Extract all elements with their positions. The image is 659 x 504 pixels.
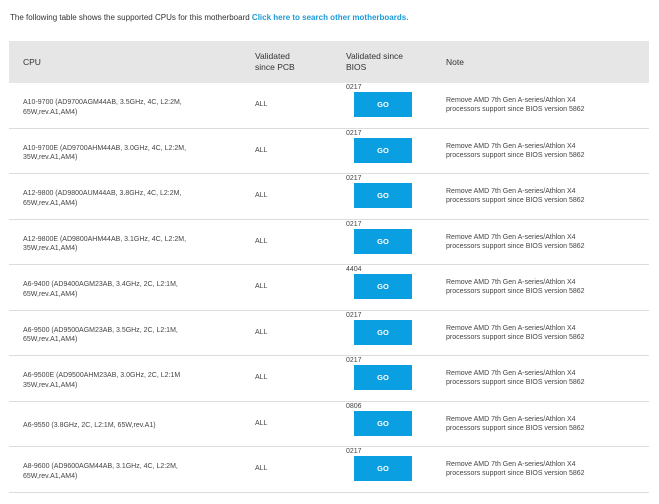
pcb-cell: ALL — [255, 146, 268, 154]
bios-version: 0217 — [346, 448, 362, 455]
note-line2: processors support since BIOS version 5862 — [446, 242, 585, 250]
cpu-cell — [23, 462, 233, 481]
bios-version: 0217 — [346, 311, 362, 319]
pcb-cell: ALL — [255, 101, 268, 108]
note-cell — [446, 415, 636, 433]
header-bios-line1: Validated since — [346, 51, 404, 61]
cpu-line2: 35W,rev.A1,AM4) — [23, 245, 78, 252]
cpu-cell — [23, 280, 233, 299]
cpu-cell — [23, 371, 233, 390]
bios-version: 0217 — [346, 84, 362, 91]
note-line1: Remove AMD 7th Gen A-series/Athlon X4 — [446, 370, 576, 377]
bios-version: 0217 — [346, 129, 362, 137]
cpu-line2: 35W,rev.A1,AM4) — [23, 381, 78, 389]
header-cpu: CPU — [23, 57, 41, 67]
table-header — [9, 41, 649, 83]
note-line2: processors support since BIOS version 5862 — [446, 379, 585, 386]
intro-text — [10, 13, 408, 22]
note-line2: processors support since BIOS version 5862 — [446, 470, 585, 477]
bios-version: 0217 — [346, 357, 362, 364]
table-row — [9, 174, 649, 220]
cpu-line1: A6-9400 (AD9400AGM23AB, 3.4GHz, 2C, L2:1M, — [23, 281, 178, 288]
go-button[interactable]: GO — [354, 365, 412, 390]
header-validated-pcb — [255, 51, 325, 73]
table-row — [9, 265, 649, 311]
intro-sentence: The following table shows the supported CPUs for this motherboard — [10, 13, 250, 22]
cpu-line2: 65W,rev.A1,AM4) — [23, 472, 78, 480]
cpu-cell — [23, 421, 233, 431]
note-line1: Remove AMD 7th Gen A-series/Athlon X4 — [446, 461, 576, 468]
table-body — [9, 83, 649, 493]
bios-version: 0217 — [346, 220, 362, 228]
cpu-line1: A8-9600 (AD9600AGM44AB, 3.1GHz, 4C, L2:2M, — [23, 463, 178, 470]
cpu-line2: 65W,rev.A1,AM4) — [23, 290, 78, 298]
cpu-cell — [23, 144, 233, 163]
table-row — [9, 129, 649, 175]
cpu-line1: A10-9700 (AD9700AGM44AB, 3.5GHz, 4C, L2:2M, — [23, 99, 182, 106]
cpu-cell — [23, 189, 233, 208]
cpu-line1: A6-9500 (AD9500AGM23AB, 3.5GHz, 2C, L2:1M, — [23, 326, 178, 334]
cpu-cell — [23, 235, 233, 254]
cpu-support-table — [9, 41, 649, 493]
header-note: Note — [446, 57, 464, 67]
note-line2: processors support since BIOS version 5862 — [446, 288, 585, 295]
cpu-cell — [23, 98, 233, 117]
note-line2: processors support since BIOS version 5862 — [446, 333, 585, 341]
go-button[interactable]: GO — [354, 411, 412, 436]
header-validated-bios — [346, 51, 426, 73]
note-cell — [446, 278, 636, 296]
table-row — [9, 83, 649, 129]
table-row — [9, 402, 649, 448]
table-row — [9, 220, 649, 266]
cpu-line1: A10-9700E (AD9700AHM44AB, 3.0GHz, 4C, L2:2M, — [23, 144, 187, 152]
note-cell — [446, 187, 636, 205]
note-line2: processors support since BIOS version 5862 — [446, 197, 585, 204]
pcb-cell: ALL — [255, 283, 268, 290]
go-button[interactable]: GO — [354, 229, 412, 254]
note-line1: Remove AMD 7th Gen A-series/Athlon X4 — [446, 279, 576, 286]
note-line2: processors support since BIOS version 5862 — [446, 151, 585, 159]
note-cell — [446, 96, 636, 114]
pcb-cell: ALL — [255, 192, 268, 199]
note-cell — [446, 460, 636, 478]
cpu-line1: A6-9500E (AD9500AHM23AB, 3.0GHz, 2C, L2:1M — [23, 372, 181, 379]
bios-version: 0217 — [346, 175, 362, 182]
go-button[interactable]: GO — [354, 92, 412, 117]
table-row — [9, 356, 649, 402]
pcb-cell: ALL — [255, 328, 268, 336]
note-cell — [446, 369, 636, 387]
note-line1: Remove AMD 7th Gen A-series/Athlon X4 — [446, 415, 576, 423]
pcb-cell: ALL — [255, 237, 268, 245]
cpu-line2: 65W,rev.A1,AM4) — [23, 108, 78, 116]
bios-version: 0806 — [346, 402, 362, 410]
go-button[interactable]: GO — [354, 138, 412, 163]
cpu-line1: A12-9800E (AD9800AHM44AB, 3.1GHz, 4C, L2:2M, — [23, 235, 187, 243]
note-line1: Remove AMD 7th Gen A-series/Athlon X4 — [446, 97, 576, 104]
cpu-line1: A6-9550 (3.8GHz, 2C, L2:1M, 65W,rev.A1) — [23, 421, 156, 429]
note-line1: Remove AMD 7th Gen A-series/Athlon X4 — [446, 324, 576, 332]
pcb-cell: ALL — [255, 465, 268, 472]
note-line1: Remove AMD 7th Gen A-series/Athlon X4 — [446, 188, 576, 195]
note-line1: Remove AMD 7th Gen A-series/Athlon X4 — [446, 233, 576, 241]
note-line1: Remove AMD 7th Gen A-series/Athlon X4 — [446, 142, 576, 150]
search-other-motherboards-link[interactable]: Click here to search other motherboards. — [251, 13, 409, 22]
cpu-line2: 65W,rev.A1,AM4) — [23, 336, 78, 343]
note-cell — [446, 233, 636, 251]
go-button[interactable]: GO — [354, 456, 412, 481]
go-button[interactable]: GO — [354, 183, 412, 208]
cpu-line1: A12-9800 (AD9800AUM44AB, 3.8GHz, 4C, L2:2M, — [23, 190, 182, 197]
cpu-line2: 65W,rev.A1,AM4) — [23, 199, 78, 207]
table-row — [9, 311, 649, 357]
header-bios-line2: BIOS — [346, 62, 367, 72]
pcb-cell: ALL — [255, 374, 268, 381]
header-pcb-line2: since PCB — [255, 62, 295, 72]
go-button[interactable]: GO — [354, 320, 412, 345]
note-cell — [446, 142, 636, 160]
note-line2: processors support since BIOS version 5862 — [446, 424, 585, 432]
table-row — [9, 447, 649, 493]
bios-version: 4404 — [346, 266, 362, 273]
cpu-cell — [23, 326, 233, 345]
cpu-line2: 35W,rev.A1,AM4) — [23, 154, 78, 161]
note-cell — [446, 324, 636, 342]
note-line2: processors support since BIOS version 5862 — [446, 106, 585, 113]
pcb-cell: ALL — [255, 419, 268, 427]
header-pcb-line1: Validated — [255, 51, 290, 61]
go-button[interactable]: GO — [354, 274, 412, 299]
